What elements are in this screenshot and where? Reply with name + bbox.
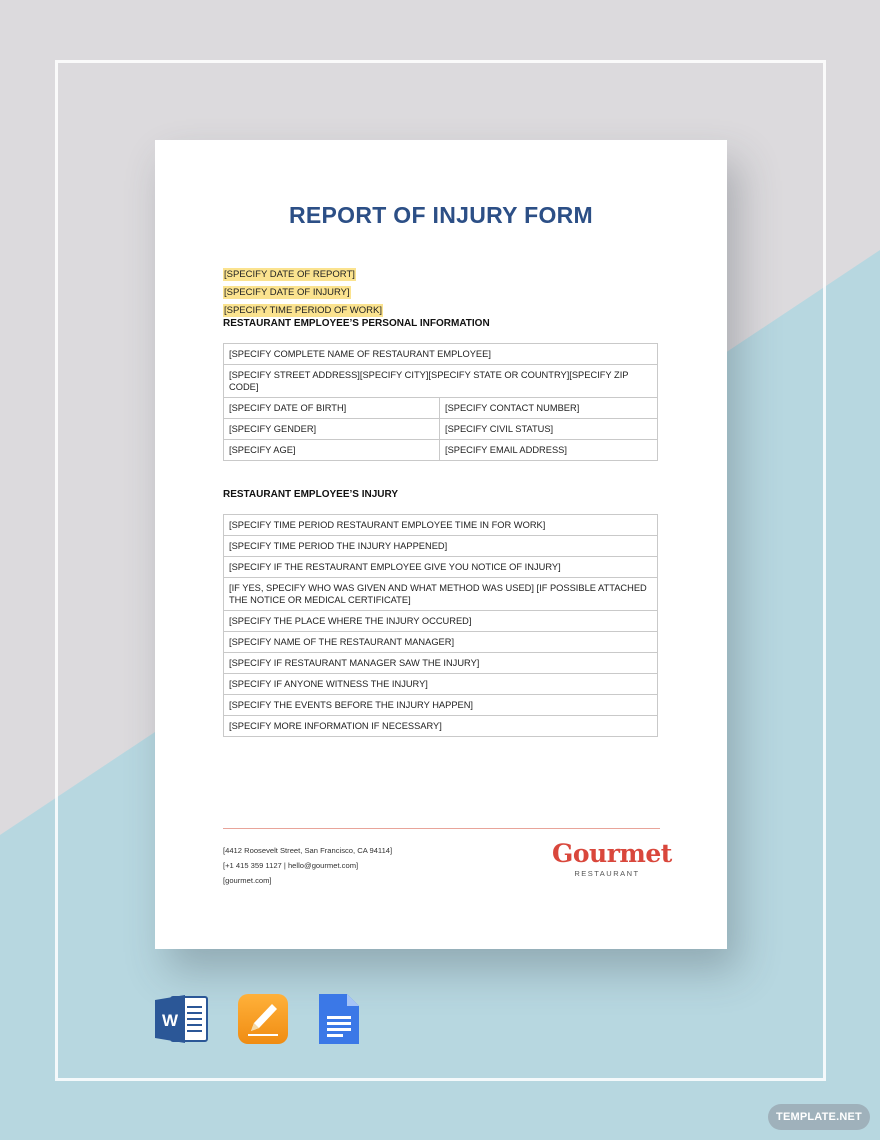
footer-phone-email: [+1 415 359 1127 | hello@gourmet.com] <box>223 861 359 870</box>
table-cell: [SPECIFY TIME PERIOD THE INJURY HAPPENED] <box>224 536 658 557</box>
injury-table <box>223 514 658 737</box>
footer-address: [4412 Roosevelt Street, San Francisco, CA 94114] <box>223 846 393 855</box>
table-row <box>224 632 658 653</box>
personal-info-table <box>223 343 658 461</box>
table-row <box>224 515 658 536</box>
google-docs-icon[interactable] <box>316 993 370 1045</box>
table-cell: [SPECIFY COMPLETE NAME OF RESTAURANT EMPLOYEE] <box>224 344 658 365</box>
footer-website: [gourmet.com] <box>223 876 272 885</box>
document-page <box>155 140 727 949</box>
table-row <box>224 557 658 578</box>
apple-pages-icon[interactable] <box>236 993 290 1045</box>
table-cell: [SPECIFY NAME OF THE RESTAURANT MANAGER] <box>224 632 658 653</box>
highlight-block <box>223 264 383 318</box>
table-cell: [SPECIFY IF RESTAURANT MANAGER SAW THE INJURY] <box>224 653 658 674</box>
table-row <box>224 716 658 737</box>
table-cell: [SPECIFY DATE OF BIRTH] <box>224 398 440 419</box>
table-cell: [SPECIFY TIME PERIOD RESTAURANT EMPLOYEE TIME IN FOR WORK] <box>224 515 658 536</box>
table-cell: [SPECIFY IF ANYONE WITNESS THE INJURY] <box>224 674 658 695</box>
table-row <box>224 344 658 365</box>
table-cell: [SPECIFY CIVIL STATUS] <box>440 419 658 440</box>
gourmet-logo <box>552 839 672 878</box>
table-cell: [SPECIFY EMAIL ADDRESS] <box>440 440 658 461</box>
table-row <box>224 419 658 440</box>
highlight-date-of-report: [SPECIFY DATE OF REPORT] <box>224 269 355 280</box>
table-row <box>224 674 658 695</box>
injury-heading: RESTAURANT EMPLOYEE’S INJURY <box>223 489 399 500</box>
table-cell: [SPECIFY THE PLACE WHERE THE INJURY OCCURED] <box>224 611 658 632</box>
footer-divider <box>223 828 660 829</box>
table-cell: [IF YES, SPECIFY WHO WAS GIVEN AND WHAT METHOD WAS USED] [IF POSSIBLE ATTACHED THE NOTICE OR MEDICAL CERTIFICATE] <box>224 578 658 611</box>
table-row <box>224 611 658 632</box>
table-row <box>224 365 658 398</box>
footer-contact <box>223 843 392 888</box>
table-cell: [SPECIFY STREET ADDRESS][SPECIFY CITY][SPECIFY STATE OR COUNTRY][SPECIFY ZIP CODE] <box>224 365 658 398</box>
highlight-date-of-injury: [SPECIFY DATE OF INJURY] <box>224 287 350 298</box>
table-cell: [SPECIFY MORE INFORMATION IF NECESSARY] <box>224 716 658 737</box>
template-net-badge[interactable]: TEMPLATE.NET <box>768 1104 870 1130</box>
table-row <box>224 536 658 557</box>
table-row <box>224 695 658 716</box>
table-row <box>224 398 658 419</box>
document-title: REPORT OF INJURY FORM <box>288 202 594 228</box>
table-row <box>224 578 658 611</box>
table-cell: [SPECIFY THE EVENTS BEFORE THE INJURY HAPPEN] <box>224 695 658 716</box>
table-cell: [SPECIFY AGE] <box>224 440 440 461</box>
table-row <box>224 653 658 674</box>
highlight-time-period: [SPECIFY TIME PERIOD OF WORK] <box>224 305 383 316</box>
table-cell: [SPECIFY CONTACT NUMBER] <box>440 398 658 419</box>
svg-text:W: W <box>161 1011 179 1030</box>
personal-info-heading: RESTAURANT EMPLOYEE’S PERSONAL INFORMATION <box>223 318 490 329</box>
logo-name: Gourmet <box>552 839 672 868</box>
table-cell: [SPECIFY GENDER] <box>224 419 440 440</box>
table-row <box>224 440 658 461</box>
microsoft-word-icon[interactable] <box>155 993 209 1045</box>
logo-subtitle: RESTAURANT <box>574 869 640 878</box>
table-cell: [SPECIFY IF THE RESTAURANT EMPLOYEE GIVE YOU NOTICE OF INJURY] <box>224 557 658 578</box>
